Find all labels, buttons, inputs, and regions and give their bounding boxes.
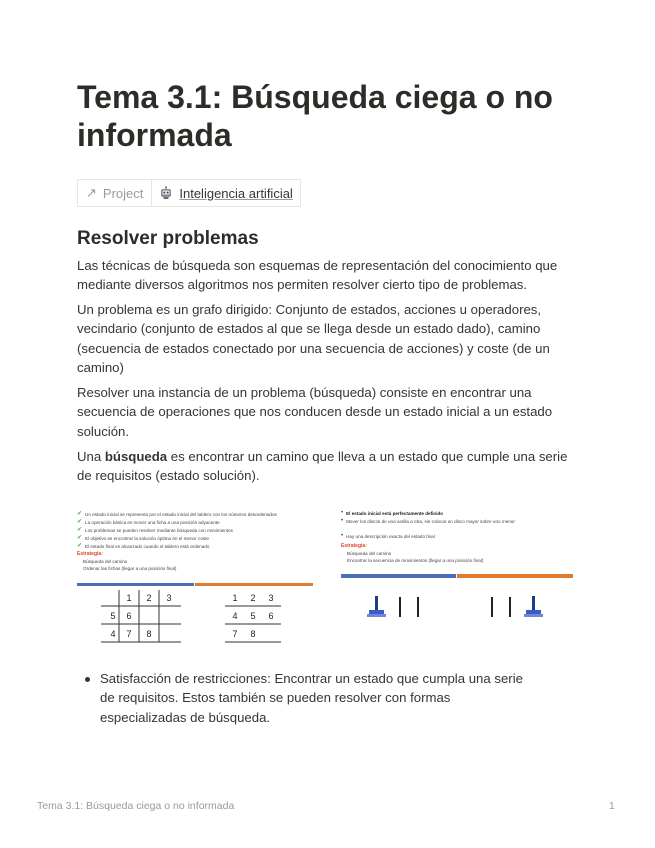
robot-icon bbox=[159, 186, 173, 200]
figure-left-bullet: ✔ Los problemas se pueden resolver mediante búsqueda con movimientos bbox=[77, 527, 233, 533]
check-icon: ✔ bbox=[77, 511, 83, 517]
figure-left-bullet: ✔ El estado final es alcanzado cuando el tablero está ordenado bbox=[77, 543, 210, 549]
properties-row bbox=[77, 179, 301, 207]
paragraph-4-bold: búsqueda bbox=[104, 449, 168, 464]
check-icon: ✔ bbox=[77, 527, 83, 533]
check-icon: ✔ bbox=[77, 535, 83, 541]
hanoi-goal bbox=[485, 594, 575, 624]
bullet-dot-icon: • bbox=[341, 518, 344, 524]
paragraph-4-prefix: Una bbox=[77, 449, 105, 464]
grid-cell: 2 bbox=[250, 593, 256, 603]
project-property-label: Project bbox=[102, 185, 144, 201]
figure-right-bullets bbox=[341, 510, 573, 564]
figure-left-divider-blue bbox=[77, 583, 194, 586]
peg bbox=[509, 597, 511, 617]
grid-cell: 2 bbox=[146, 593, 152, 603]
paragraph-2: Un problema es un grafo dirigido: Conjunto de estados, acciones u operadores, vecindario (conjunto de estados al que se llega desde un estado dado), camino (secuencia de estados conectado por una secuencia de acciones) y coste (de un camino) bbox=[77, 302, 550, 376]
grid-cell: 7 bbox=[232, 629, 238, 639]
figure-left-bullets bbox=[77, 511, 313, 572]
peg bbox=[417, 597, 419, 617]
grid-goal bbox=[225, 590, 285, 648]
bullet-item-restricciones: Satisfacción de restricciones: Encontrar un estado que cumpla una serie de requisitos. Estos también se pueden resolver con formas especializadas de búsqueda. bbox=[100, 671, 523, 725]
grid-cell: 1 bbox=[232, 593, 238, 603]
check-icon: ✔ bbox=[77, 543, 83, 549]
grid-cell: 6 bbox=[126, 611, 132, 621]
figure-left-bullet: ✔ El objetivo es encontrar la solución óptima en el menor coste bbox=[77, 535, 209, 541]
disc bbox=[524, 614, 543, 617]
paragraph-1: Las técnicas de búsqueda son esquemas de representación del conocimiento que mediante diversos algoritmos nos permiten resolver cierto tipo de problemas. bbox=[77, 258, 558, 293]
figure-right-strategy-item: Búsqueda del camino bbox=[347, 551, 392, 556]
peg bbox=[491, 597, 493, 617]
grid-cell: 5 bbox=[110, 611, 116, 621]
check-icon: ✔ bbox=[77, 519, 83, 525]
grid-cell: 1 bbox=[126, 593, 132, 603]
figure-right-divider-blue bbox=[341, 574, 456, 578]
figure-left-bullet: ✔ Un estado inicial se representa por el estado inicial del tablero con los números desordenados bbox=[77, 511, 277, 517]
peg bbox=[399, 597, 401, 617]
figure-hanoi bbox=[341, 510, 573, 620]
figure-left-bullet: ✔ La operación básica es mover una ficha a una posición adyacente bbox=[77, 519, 220, 525]
figure-left-strategy-item: Búsqueda del camino bbox=[83, 559, 128, 564]
page-title: Tema 3.1: Búsqueda ciega o no informada bbox=[77, 79, 553, 153]
bullet-marker bbox=[85, 677, 90, 682]
footer-page-number: 1 bbox=[609, 800, 615, 812]
figure-right-divider-orange bbox=[457, 574, 573, 578]
grid-initial bbox=[101, 590, 181, 648]
grid-cell: 4 bbox=[232, 611, 238, 621]
paragraph-4-suffix: es encontrar un camino que lleva a un estado que cumple una serie de requisitos (estado solución). bbox=[77, 449, 568, 484]
figure-eight-puzzle bbox=[77, 508, 313, 643]
figure-right-bullet: • Hay una descripción exacta del estado final bbox=[341, 533, 435, 539]
figure-right-bullet: • El estado inicial está perfectamente definido bbox=[341, 510, 444, 516]
grid-cell: 8 bbox=[250, 629, 256, 639]
figure-left-strategy-item: Ordenar las fichas (llegar a una posición final) bbox=[83, 566, 177, 571]
bullet-dot-icon: • bbox=[341, 510, 344, 516]
project-property-value[interactable] bbox=[152, 180, 299, 206]
project-property-key bbox=[78, 180, 152, 206]
disc bbox=[367, 614, 386, 617]
figure-left-strategy-heading: Estrategia: bbox=[77, 551, 103, 557]
grid-cell: 4 bbox=[110, 629, 116, 639]
grid-cell: 3 bbox=[268, 593, 274, 603]
paragraph-3: Resolver una instancia de un problema (búsqueda) consiste en encontrar una secuencia de operaciones que nos conducen desde un estado inicial a un estado solución. bbox=[77, 385, 553, 439]
bullet-dot-icon: • bbox=[341, 533, 344, 539]
disc bbox=[526, 610, 541, 614]
grid-cell: 3 bbox=[166, 593, 172, 603]
figure-left-divider-orange bbox=[195, 583, 313, 586]
footer-title: Tema 3.1: Búsqueda ciega o no informada bbox=[37, 800, 235, 812]
figure-right-bullet: • Mover los discos de una varilla a otra, sin colocar un disco mayor sobre uno menor bbox=[341, 518, 573, 532]
grid-cell: 5 bbox=[250, 611, 256, 621]
figure-right-strategy-item: Encontrar la secuencia de movimientos (llegar a una posición final) bbox=[347, 558, 484, 563]
project-link[interactable]: Inteligencia artificial bbox=[179, 185, 293, 201]
grid-cell: 7 bbox=[126, 629, 132, 639]
arrow-up-right-icon: ↗ bbox=[86, 185, 97, 200]
hanoi-initial bbox=[365, 594, 455, 624]
disc bbox=[369, 610, 384, 614]
figure-right-strategy-heading: Estrategia: bbox=[341, 543, 367, 549]
grid-cell: 6 bbox=[268, 611, 274, 621]
paragraph-4 bbox=[77, 447, 577, 486]
section-heading: Resolver problemas bbox=[77, 228, 259, 249]
grid-cell: 8 bbox=[146, 629, 152, 639]
